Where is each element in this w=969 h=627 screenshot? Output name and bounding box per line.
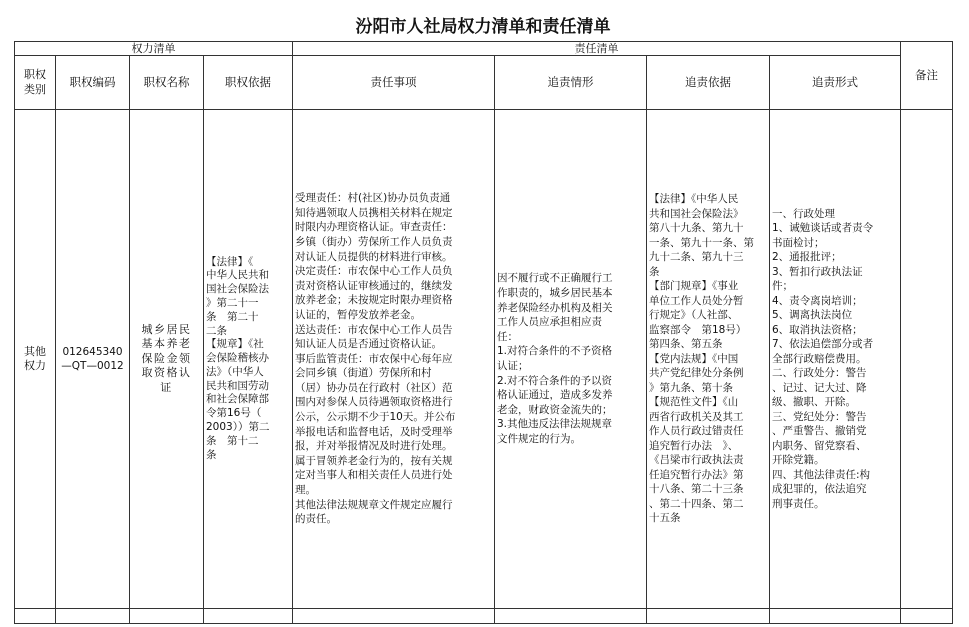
section-power-list: 权力清单 (15, 42, 293, 56)
header-name: 职权名称 (130, 56, 204, 110)
table-row (15, 110, 953, 609)
header-code: 职权编码 (56, 56, 130, 110)
cell-category: 其他 权力 (15, 110, 56, 609)
cell-accountability-form: 一、行政处理 1、诫勉谈话或者责令 书面检讨； 2、通报批评； 3、暂扣行政执法证 件； 4、责令离岗培训； 5、调离执法岗位 6、取消执法资格； 7、依法追偿部分或者 全部行政赔偿费用。 二、行政处分：警告 、记过、记大过、降 级、撤职、开除。 三、党纪处分：警告 、严重警告、撤销党 内职务、留党察看、 开除党籍。 四、其他法律责任:构 成犯罪的，依法追究 刑事责任。 (770, 110, 901, 609)
empty-cell (901, 609, 953, 624)
section-row (15, 42, 953, 56)
cell-code: 012645340 —QT—0012 (56, 110, 130, 609)
empty-cell (293, 609, 495, 624)
cell-name: 城乡居民 基本养老 保险金领 取资格认 证 (130, 110, 204, 609)
header-accountability: 追责情形 (495, 56, 647, 110)
header-accountability-form: 追责形式 (770, 56, 901, 110)
document-title: 汾阳市人社局权力清单和责任清单 (355, 17, 611, 37)
cell-remarks (901, 110, 953, 609)
header-category: 职权 类别 (15, 56, 56, 110)
header-basis: 职权依据 (204, 56, 293, 110)
empty-cell (770, 609, 901, 624)
empty-cell (130, 609, 204, 624)
header-accountability-basis: 追责依据 (647, 56, 770, 110)
cell-accountability: 因不履行或不正确履行工 作职责的，城乡居民基本 养老保险经办机构及相关 工作人员应承担相应责 任： 1.对符合条件的不予资格 认证； 2.对不符合条件的予以资 格认证通过，造成多发养 老金，财政资金流失的； 3.其他违反法律法规规章 文件规定的行为。 (495, 110, 647, 609)
empty-cell (56, 609, 130, 624)
empty-row (15, 609, 953, 624)
header-remarks: 备注 (901, 42, 953, 110)
header-row (15, 56, 953, 110)
empty-cell (204, 609, 293, 624)
document-sheet (14, 14, 952, 608)
cell-basis: 【法律】《 中华人民共和 国社会保险法 》第二十一 条 第二十 二条 【规章】《社 会保险稽核办 法》（中华人 民共和国劳动 和社会保障部 令第16号（ 2003））第二 条 第十二 条 (204, 110, 293, 609)
section-responsibility-list: 责任清单 (293, 42, 901, 56)
cell-duty: 受理责任：村(社区)协办员负责通 知待遇领取人员携相关材料在规定 时限内办理资格认证。审查责任： 乡镇（街办）劳保所工作人员负责 对认证人员提供的材料进行审核。 决定责任：市农保中心工作人员负 责对资格认证审核通过的，继续发 放养老金；未按规定时限办理资格 认证的，暂停发放养老金。 送达责任：市农保中心工作人员告 知认证人员是否通过资格认证。 事后监管责任：市农保中心每年应 会同乡镇（街道）劳保所和村 （居）协办员在行政村（社区）范 围内对参保人员待遇领取资格进行 公示，公示期不少于10天。并公布 举报电话和监督电话，及时受理举 报，并对举报情况及时进行处理。 属于冒领养老金行为的，按有关规 定对当事人和相关责任人员进行处 理。 其他法律法规规章文件规定应履行 的责任。 (293, 110, 495, 609)
header-duty: 责任事项 (293, 56, 495, 110)
responsibility-table (14, 41, 953, 624)
empty-cell (15, 609, 56, 624)
empty-cell (495, 609, 647, 624)
empty-cell (647, 609, 770, 624)
cell-accountability-basis: 【法律】《中华人民 共和国社会保险法》 第八十九条、第九十 一条、第九十一条、第 九十二条、第九十三 条 【部门规章】《事业 单位工作人员处分暂 行规定》（人社部、 监察部令 第18号） 第四条、第五条 【党内法规】《中国 共产党纪律处分条例 》第九条、第十条 【规范性文件】《山 西省行政机关及其工 作人员行政过错责任 追究暂行办法 》、 《吕梁市行政执法责 任追究暂行办法》第 十八条、第二十三条 、第二十四条、第二 十五条 (647, 110, 770, 609)
